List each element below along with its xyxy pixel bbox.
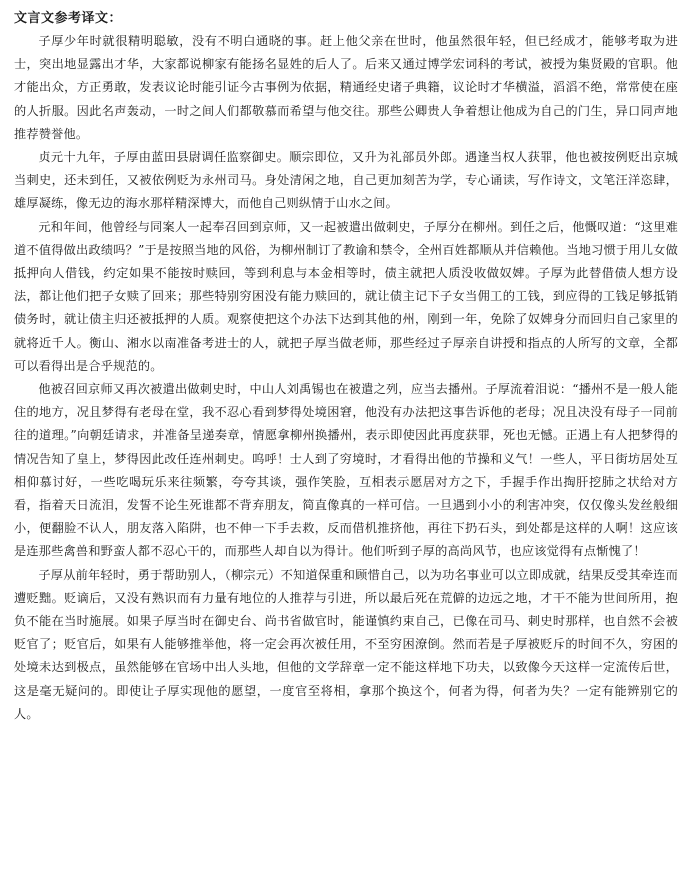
paragraph-2: 贞元十九年，子厚由蓝田县尉调任监察御史。顺宗即位，又升为礼部员外郎。遇逢当权人获罪，他也被按例贬出京城当刺史，还未到任，又被依例贬为永州司马。身处清闲之地，自己更加刻苦为学，专心诵读，写作诗文，文笔汪洋恣肆，雄厚凝练，像无边的海水那样精深博大，而他自己则纵情于山水之间。 bbox=[14, 150, 678, 211]
paragraph-5: 子厚从前年轻时，勇于帮助别人，（柳宗元）不知道保重和顾惜自己，以为功名事业可以立即成就，结果反受其牵连而遭贬黜。贬谪后，又没有熟识而有力量有地位的人推荐与引进，所以最后死在荒僻的边远之地，才干不能为世间所用，抱负不能在当时施展。如果子厚当时在御史台、尚书省做官时，能谨慎约束自己，已像在司马、刺史时那样，也自然不会被贬官了；贬官后，如果有人能够推举他，将一定会再次被任用，不至穷困潦倒。然而若是子厚被贬斥的时间不久，穷困的处境未达到极点，虽然能够在官场中出人头地，但他的文学辞章一定不能这样地下功夫，以致像今天这样一定流传后世，这是毫无疑问的。即使让子厚实现他的愿望，一度官至将相，拿那个换这个，何者为得，何者为失？一定有能辨别它的人。 bbox=[14, 567, 678, 721]
document-title: 文言文参考译文： bbox=[14, 11, 123, 26]
paragraph-1: 子厚少年时就很精明聪敏，没有不明白通晓的事。赶上他父亲在世时，他虽然很年轻，但已经成才，能够考取为进士，突出地显露出才华，大家都说柳家有能扬名显姓的后人了。后来又通过博学宏词科的考试，被授为集贤殿的官职。他才能出众，方正勇敢，发表议论时能引证今古事例为依据，精通经史诸子典籍，议论时才华横溢，滔滔不绝，常常使在座的人折服。因此名声轰动，一时之间人们都敬慕而希望与他交往。那些公卿贵人争着想让他成为自己的门生，异口同声地推荐赞誉他。 bbox=[14, 34, 678, 141]
paragraph-4: 他被召回京师又再次被遣出做刺史时，中山人刘禹锡也在被遣之列，应当去播州。子厚流着泪说：“播州不是一般人能住的地方，况且梦得有老母在堂，我不忍心看到梦得处境困窘，他没有办法把这事告诉他的老母；况且决没有母子一同前往的道理。”向朝廷请求，并准备呈递奏章，情愿拿柳州换播州，表示即使因此再度获罪，死也无憾。正遇上有人把梦得的情况告知了皇上，梦得因此改任连州刺史。呜呼！士人到了穷境时，才看得出他的节操和义气！一些人，平日街坊居处互相仰慕讨好，一些吃喝玩乐来往频繁，夸夸其谈，强作笑脸，互相表示愿居对方之下，手握手作出掏肝挖肺之状给对方看，指着天日流泪，发誓不论生死谁都不背弃朋友，简直像真的一样可信。一旦遇到小小的利害冲突，仅仅像头发丝般细小，便翻脸不认人，朋友落入陷阱，也不伸一下手去救，反而借机推挤他，再往下扔石头，到处都是这样的人啊！这应该是连那些禽兽和野蛮人都不忍心干的，而那些人却自以为得计。他们听到子厚的高尚风节，也应该觉得有点惭愧了！ bbox=[14, 382, 678, 559]
document-page bbox=[14, 8, 678, 726]
paragraph-3: 元和年间，他曾经与同案人一起奉召回到京师，又一起被遣出做刺史，子厚分在柳州。到任之后，他慨叹道：“这里难道不值得做出政绩吗？”于是按照当地的风俗，为柳州制订了教谕和禁令，全州百姓都顺从并信赖他。当地习惯于用儿女做抵押向人借钱，约定如果不能按时赎回，等到利息与本金相等时，债主就把人质没收做奴婢。子厚为此替借债人想方设法，都让他们把子女赎了回来；那些特别穷困没有能力赎回的，就让债主记下子女当佣工的工钱，到应得的工钱足够抵销债务时，就让债主归还被抵押的人质。观察使把这个办法下达到其他的州，刚到一年，免除了奴婢身分而回归自己家里的就将近千人。衡山、湘水以南准备考进士的人，就把子厚当做老师，那些经过子厚亲自讲授和指点的人所写的文章，全都可以看得出是合乎规范的。 bbox=[14, 219, 678, 373]
